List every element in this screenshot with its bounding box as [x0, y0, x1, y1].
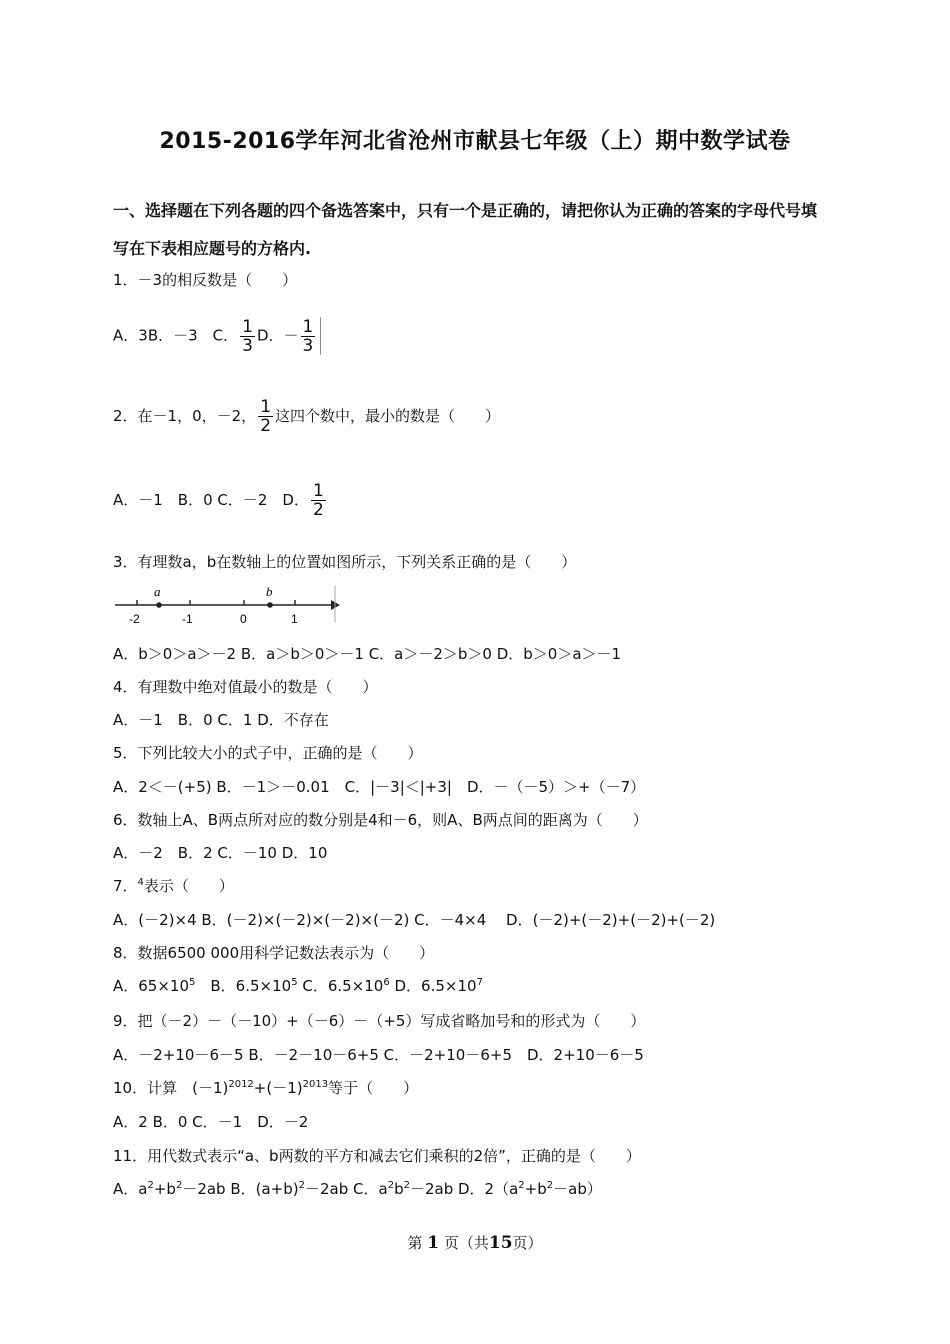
total-pages: 15: [488, 1233, 513, 1253]
q2-option-d-fraction: $\frac{1}{2}$: [312, 481, 324, 520]
section-heading-line2: 写在下表相应题号的方格内.: [113, 239, 312, 258]
question-1-stem: 1．－3的相反数是（ ）: [113, 271, 298, 289]
q2-fraction: $\frac{1}{2}$: [260, 397, 272, 436]
q1-option-a: A．3: [113, 326, 148, 345]
question-10-stem: 10．计算 $(-1)^{2012}+(-1)^{2013}$等于（ ）: [113, 1079, 419, 1097]
q1-option-d: D．－: [256, 326, 299, 345]
point-b-dot: [267, 602, 273, 608]
question-4-stem: 4．有理数中绝对值最小的数是（ ）: [113, 678, 378, 696]
axis-label-minus-2: -2: [129, 612, 140, 626]
question-8-options: A．$65\times 10^5$ B．$6.5\times 10^5$ C．$6.5\times 10^6$ D．$6.5\times 10^7$: [113, 977, 483, 995]
q1-divider: [320, 317, 321, 355]
question-11-options: A．$a^2+b^2-2ab$ B．$(a+b)^2-2ab$ C．$a^2b^2-2ab$ D．$2(a^2+b^2-ab)$: [113, 1180, 602, 1198]
question-6-stem: 6．数轴上A、B两点所对应的数分别是4和－6，则A、B两点间的距离为（ ）: [113, 811, 648, 829]
question-2-stem: 2．在－1，0，－2， $\frac{1}{2}$ 这四个数中，最小的数是（ ）: [113, 397, 501, 436]
question-5-options: A．2＜－(+5) B．－1＞－0.01 C．|－3|＜|+3| D．－（－5）＞+（－7）: [113, 778, 646, 796]
section-heading-line1: 一、选择题在下列各题的四个备选答案中，只有一个是正确的，请把你认为正确的答案的字母代号填: [113, 201, 818, 220]
question-9-options: A．－2+10－6－5 B．－2－10－6+5 C．－2+10－6+5 D．2+10－6－5: [113, 1046, 644, 1064]
question-2-options: A．－1 B．0 C．－2 D． $\frac{1}{2}$: [113, 481, 324, 520]
axis-label-minus-1: -1: [182, 612, 193, 626]
question-6-options: A．－2 B．2 C．－10 D．10: [113, 844, 328, 862]
axis-label-0: 0: [240, 612, 247, 626]
question-11-stem: 11．用代数式表示“a、b两数的平方和减去它们乘积的2倍”，正确的是（ ）: [113, 1147, 641, 1165]
axis-label-1: 1: [291, 612, 298, 626]
question-1-options: [113, 317, 853, 355]
question-8-stem: 8．数据6500 000用科学记数法表示为（ ）: [113, 944, 435, 962]
q1-option-c: C．: [212, 326, 239, 345]
q1-option-b: B．－3: [147, 326, 198, 345]
page-title: 2015-2016学年河北省沧州市献县七年级（上）期中数学试卷: [159, 129, 791, 154]
question-4-options: A．－1 B．0 C．1 D．不存在: [113, 711, 329, 729]
page-footer: 第 1 页（共15页）: [407, 1233, 543, 1253]
current-page-number: 1: [427, 1233, 440, 1253]
point-a-dot: [156, 602, 162, 608]
question-7-stem: 7．$^4$表示（ ）: [113, 877, 234, 895]
number-line-diagram: [113, 582, 343, 626]
point-a-label: a: [154, 584, 161, 599]
question-5-stem: 5．下列比较大小的式子中，正确的是（ ）: [113, 744, 423, 762]
question-3-stem: 3．有理数a，b在数轴上的位置如图所示，下列关系正确的是（ ）: [113, 553, 577, 571]
q1-fraction-c: $\frac{1}{3}$: [242, 316, 253, 356]
question-3-options: A．b＞0＞a＞－2 B．a＞b＞0＞－1 C．a＞－2＞b＞0 D．b＞0＞a＞－1: [113, 645, 622, 663]
question-9-stem: 9．把（－2）－（－10）+（－6）－（+5）写成省略加号和的形式为（ ）: [113, 1012, 646, 1030]
question-7-options: A．(－2)×4 B．(－2)×(－2)×(－2)×(－2) C．－4×4 D．(－2)+(－2)+(－2)+(－2): [113, 911, 716, 929]
q1-fraction-d: $\frac{1}{3}$: [302, 316, 314, 356]
question-10-options: A．2 B．0 C．－1 D．－2: [113, 1113, 309, 1131]
point-b-label: b: [266, 584, 273, 599]
